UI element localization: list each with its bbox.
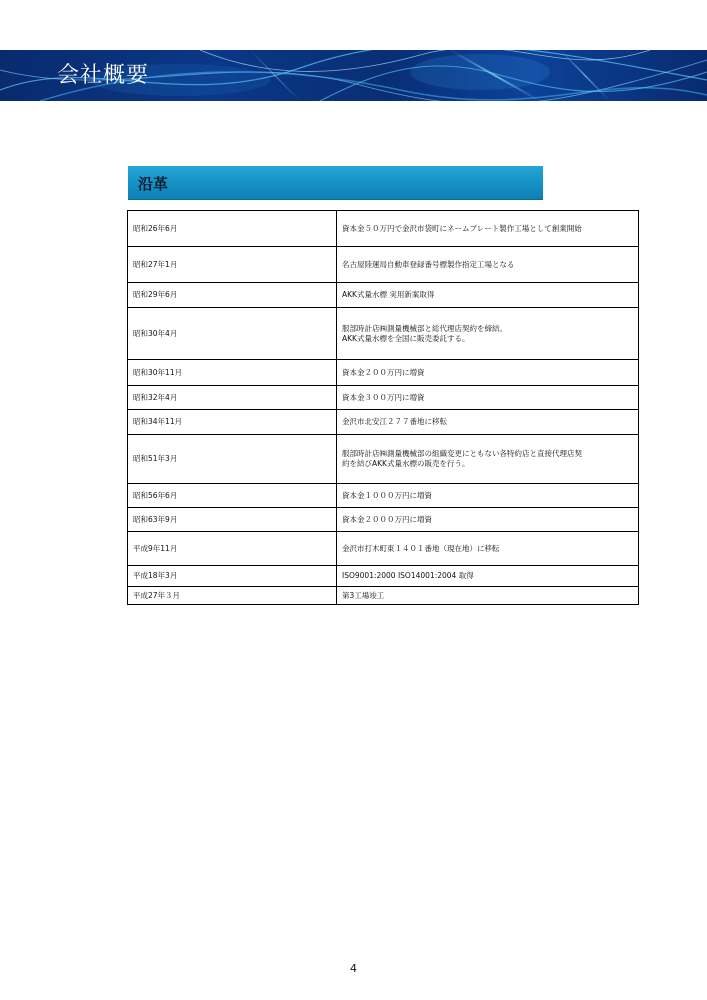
history-event: 資本金５０万円で金沢市袋町にネームプレート製作工場として創業開始	[337, 211, 639, 247]
table-row	[128, 211, 639, 247]
history-date: 昭和34年11月	[128, 410, 337, 435]
table-row	[128, 566, 639, 587]
table-row	[128, 410, 639, 435]
history-event: 金沢市打木町東１４０１番地（現在地）に移転	[337, 532, 639, 566]
history-event: 資本金２００万円に増資	[337, 360, 639, 386]
history-date: 昭和32年4月	[128, 386, 337, 410]
history-event: 資本金３００万円に増資	[337, 386, 639, 410]
history-date: 昭和26年6月	[128, 211, 337, 247]
table-row	[128, 484, 639, 508]
history-date: 昭和30年4月	[128, 308, 337, 360]
history-event: 第3工場竣工	[337, 587, 639, 605]
history-date: 昭和30年11月	[128, 360, 337, 386]
table-row	[128, 283, 639, 308]
page-title: 会社概要	[57, 63, 150, 88]
history-event-line: 服部時計店㈱測量機械部と総代理店契約を締結。	[342, 323, 507, 333]
history-date: 昭和51年3月	[128, 435, 337, 484]
history-event: 名古屋陸運局自動車登録番号標製作指定工場となる	[337, 247, 639, 283]
table-row	[128, 360, 639, 386]
history-date: 昭和29年6月	[128, 283, 337, 308]
table-row	[128, 532, 639, 566]
history-date: 昭和27年1月	[128, 247, 337, 283]
history-event-line: AKK式量水標を全国に販売委託する。	[342, 333, 470, 343]
header-banner	[0, 50, 707, 101]
history-date: 平成18年3月	[128, 566, 337, 587]
table-row	[128, 247, 639, 283]
history-event	[337, 308, 639, 360]
history-date: 平成27年３月	[128, 587, 337, 605]
history-event: 資本金２０００万円に増資	[337, 508, 639, 532]
history-event: 金沢市北安江２７７番地に移転	[337, 410, 639, 435]
history-date: 昭和56年6月	[128, 484, 337, 508]
table-row	[128, 386, 639, 410]
history-event: AKK式量水標 実用新案取得	[337, 283, 639, 308]
section-title: 沿革	[138, 175, 169, 193]
table-row	[128, 508, 639, 532]
history-event-line: 服部時計店㈱測量機械部の組織変更にともない各特約店と直接代理店契	[342, 449, 582, 458]
history-event: ISO9001:2000 ISO14001:2004 取得	[337, 566, 639, 587]
history-date: 平成9年11月	[128, 532, 337, 566]
history-table	[127, 210, 639, 605]
table-row	[128, 435, 639, 484]
section-header-bar	[128, 166, 543, 199]
history-event-line: 約を結びAKK式量水標の販売を行う。	[342, 459, 470, 468]
history-date: 昭和63年9月	[128, 508, 337, 532]
page-number: 4	[350, 962, 357, 975]
history-event: 資本金１０００万円に増資	[337, 484, 639, 508]
table-row	[128, 587, 639, 605]
table-row	[128, 308, 639, 360]
history-event	[337, 435, 639, 484]
